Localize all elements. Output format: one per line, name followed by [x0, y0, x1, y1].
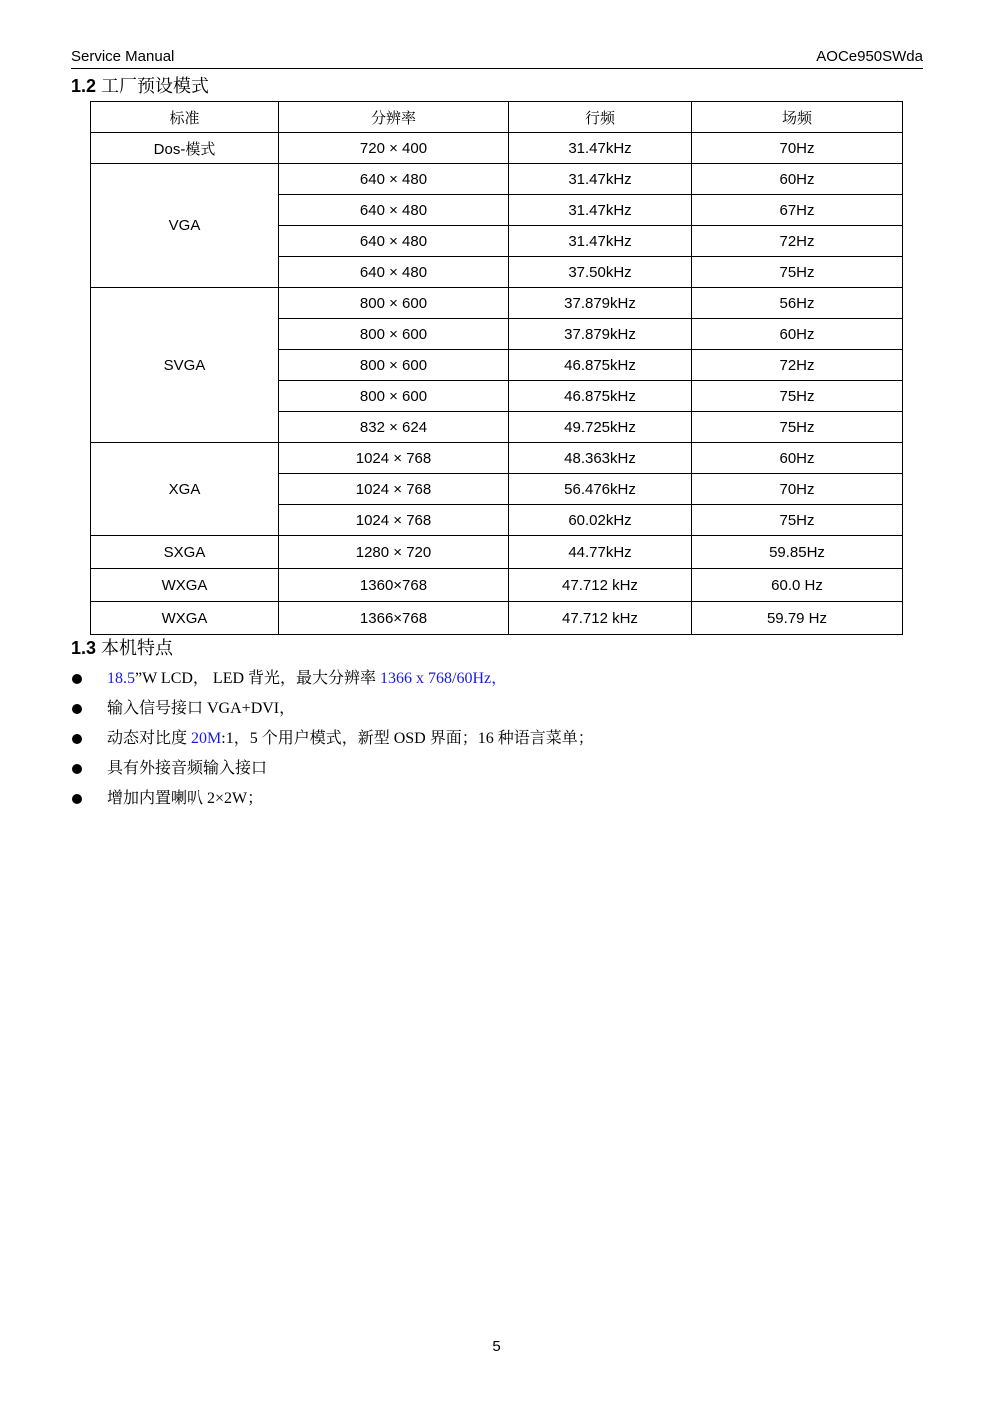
cell-standard: SVGA [91, 288, 279, 443]
cell-vfreq: 72Hz [692, 226, 903, 257]
cell-resolution: 1024 × 768 [279, 443, 509, 474]
section-title-text: 工厂预设模式 [101, 76, 210, 97]
feature-text: 增加内置喇叭 2×2W； [107, 790, 264, 807]
dos-prefix: Dos- [153, 140, 186, 158]
cell-vfreq: 59.79 Hz [692, 602, 903, 635]
feature-list [71, 664, 923, 814]
feature-text: 具有外接音频输入接口 [107, 760, 268, 777]
preset-modes-table [90, 101, 903, 635]
cell-vfreq: 59.85Hz [692, 536, 903, 569]
cell-standard [91, 133, 279, 164]
list-item [71, 724, 923, 754]
table-row [91, 602, 903, 635]
feature-text: ”W LCD， LED 背光，最大分辨率 [135, 670, 381, 687]
cell-resolution: 1366×768 [279, 602, 509, 635]
cell-vfreq: 75Hz [692, 412, 903, 443]
cell-hfreq: 44.77kHz [509, 536, 692, 569]
cell-hfreq: 46.875kHz [509, 381, 692, 412]
dos-suffix: 模式 [185, 139, 216, 158]
col-header-hfreq: 行频 [509, 102, 692, 133]
cell-standard: WXGA [91, 569, 279, 602]
section-number: 1.3 [71, 638, 97, 658]
cell-hfreq: 49.725kHz [509, 412, 692, 443]
feature-text: 动态对比度 [107, 730, 192, 747]
cell-vfreq: 60.0 Hz [692, 569, 903, 602]
cell-vfreq: 75Hz [692, 381, 903, 412]
cell-hfreq: 37.879kHz [509, 288, 692, 319]
header-left: Service Manual [71, 48, 175, 65]
cell-resolution: 1024 × 768 [279, 505, 509, 536]
bullet-icon [72, 674, 82, 684]
cell-resolution: 640 × 480 [279, 257, 509, 288]
cell-vfreq: 75Hz [692, 257, 903, 288]
cell-hfreq: 31.47kHz [509, 195, 692, 226]
bullet-icon [72, 794, 82, 804]
cell-hfreq: 37.879kHz [509, 319, 692, 350]
cell-resolution: 1280 × 720 [279, 536, 509, 569]
table-row [91, 133, 903, 164]
cell-hfreq: 37.50kHz [509, 257, 692, 288]
section-title-1-2 [71, 75, 209, 98]
cell-resolution: 640 × 480 [279, 195, 509, 226]
list-item [71, 784, 923, 814]
table-header-row [91, 102, 903, 133]
table-row [91, 164, 903, 195]
page-header [71, 48, 923, 69]
bullet-icon [72, 764, 82, 774]
table-row [91, 536, 903, 569]
cell-resolution: 640 × 480 [279, 226, 509, 257]
feature-text-blue: 20M [191, 730, 222, 747]
cell-vfreq: 75Hz [692, 505, 903, 536]
cell-hfreq: 47.712 kHz [509, 569, 692, 602]
list-item [71, 664, 923, 694]
cell-vfreq: 70Hz [692, 133, 903, 164]
cell-standard: SXGA [91, 536, 279, 569]
col-header-resolution: 分辨率 [279, 102, 509, 133]
cell-vfreq: 67Hz [692, 195, 903, 226]
section-number: 1.2 [71, 76, 97, 96]
cell-resolution: 800 × 600 [279, 319, 509, 350]
bullet-icon [72, 734, 82, 744]
cell-standard: VGA [91, 164, 279, 288]
cell-vfreq: 60Hz [692, 164, 903, 195]
feature-text-blue: 1366 x 768/60Hz， [380, 670, 508, 687]
cell-resolution: 800 × 600 [279, 288, 509, 319]
cell-vfreq: 72Hz [692, 350, 903, 381]
page-number: 5 [492, 1338, 501, 1355]
cell-hfreq: 47.712 kHz [509, 602, 692, 635]
col-header-vfreq: 场频 [692, 102, 903, 133]
cell-vfreq: 56Hz [692, 288, 903, 319]
feature-text: :1，5 个用户模式，新型 OSD 界面；16 种语言菜单； [221, 730, 594, 747]
cell-resolution: 640 × 480 [279, 164, 509, 195]
table-row [91, 443, 903, 474]
cell-resolution: 800 × 600 [279, 350, 509, 381]
col-header-standard: 标准 [91, 102, 279, 133]
cell-vfreq: 70Hz [692, 474, 903, 505]
cell-resolution: 1360×768 [279, 569, 509, 602]
cell-resolution: 1024 × 768 [279, 474, 509, 505]
section-title-1-3 [71, 637, 173, 660]
cell-hfreq: 31.47kHz [509, 133, 692, 164]
feature-text: 输入信号接口 VGA+DVI， [107, 700, 296, 717]
cell-hfreq: 31.47kHz [509, 226, 692, 257]
header-right: AOCe950SWda [816, 48, 923, 65]
cell-hfreq: 48.363kHz [509, 443, 692, 474]
cell-standard: WXGA [91, 602, 279, 635]
cell-vfreq: 60Hz [692, 319, 903, 350]
feature-text-blue: 18.5 [107, 670, 135, 687]
bullet-icon [72, 704, 82, 714]
table-row [91, 288, 903, 319]
cell-standard: XGA [91, 443, 279, 536]
list-item [71, 694, 923, 724]
cell-resolution: 800 × 600 [279, 381, 509, 412]
section-title-text: 本机特点 [101, 638, 174, 659]
cell-hfreq: 56.476kHz [509, 474, 692, 505]
cell-resolution: 720 × 400 [279, 133, 509, 164]
cell-hfreq: 60.02kHz [509, 505, 692, 536]
cell-vfreq: 60Hz [692, 443, 903, 474]
cell-resolution: 832 × 624 [279, 412, 509, 443]
list-item [71, 754, 923, 784]
table-row [91, 569, 903, 602]
cell-hfreq: 31.47kHz [509, 164, 692, 195]
cell-hfreq: 46.875kHz [509, 350, 692, 381]
